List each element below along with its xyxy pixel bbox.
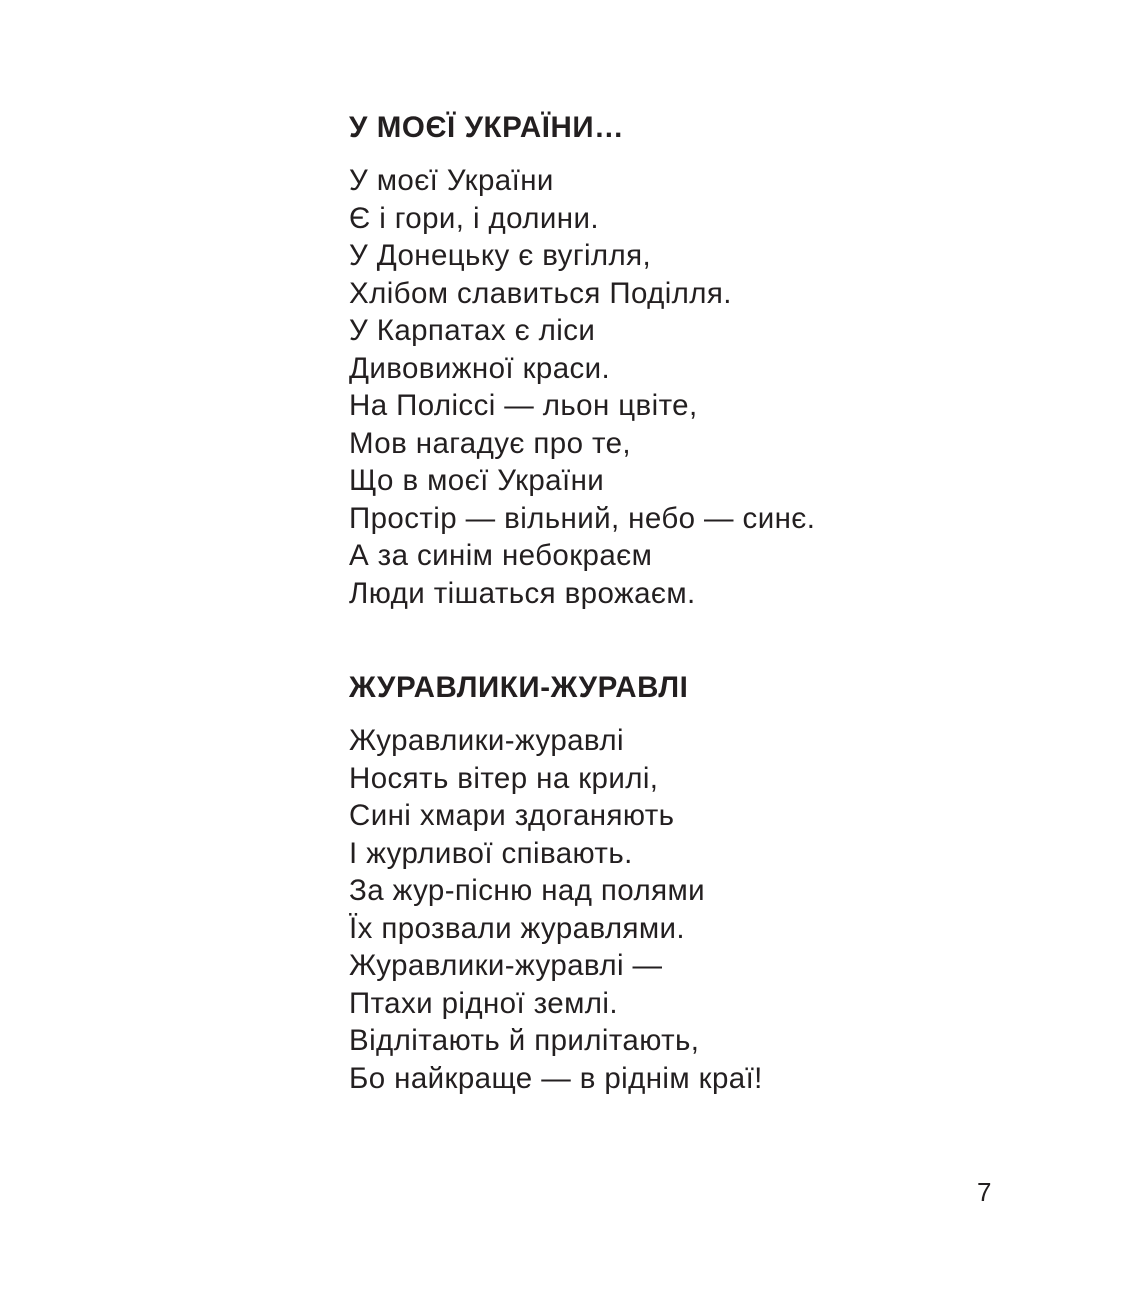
verse-line: Бо найкраще — в ріднім краї! <box>349 1061 763 1095</box>
verse-line: За жур-пісню над полями <box>349 874 706 907</box>
verse-line: Мов нагадує про те, <box>349 426 631 460</box>
poem-verse <box>349 722 969 1097</box>
poem-zhuravlyky <box>349 668 969 1097</box>
verse-line: Простір — вільний, небо — синє. <box>349 501 816 535</box>
verse-line: Сині хмари здоганяють <box>349 799 675 832</box>
poem-title: У МОЄЇ УКРАЇНИ… <box>349 111 625 144</box>
verse-line: Відлітають й прилітають, <box>349 1024 700 1057</box>
verse-line: Хлібом славиться Поділля. <box>349 276 732 310</box>
verse-line: Журавлики-журавлі — <box>349 949 663 982</box>
verse-line: Їх прозвали журавлями. <box>349 911 685 945</box>
verse-line: Дивовижної краси. <box>349 351 611 385</box>
poem-moyei-ukrainy <box>349 108 969 612</box>
verse-line: Що в моєї України <box>349 464 605 497</box>
poem-title: ЖУРАВЛИКИ-ЖУРАВЛІ <box>349 671 689 704</box>
verse-line: У Карпатах є ліси <box>349 314 596 347</box>
verse-line: У моєї України <box>349 164 554 197</box>
verse-line: І журливої співають. <box>349 836 633 870</box>
verse-line: Журавлики-журавлі <box>349 724 624 757</box>
verse-line: Птахи рідної землі. <box>349 986 618 1020</box>
verse-line: У Донецьку є вугілля, <box>349 239 652 272</box>
verse-line: Носять вітер на крилі, <box>349 761 659 795</box>
poem-verse <box>349 162 969 612</box>
verse-line: На Поліссі — льон цвіте, <box>349 389 698 422</box>
page-number: 7 <box>977 1177 992 1207</box>
verse-line: Люди тішаться врожаєм. <box>349 576 696 610</box>
verse-line: Є і гори, і долини. <box>349 201 599 235</box>
verse-line: А за синім небокраєм <box>349 539 653 572</box>
